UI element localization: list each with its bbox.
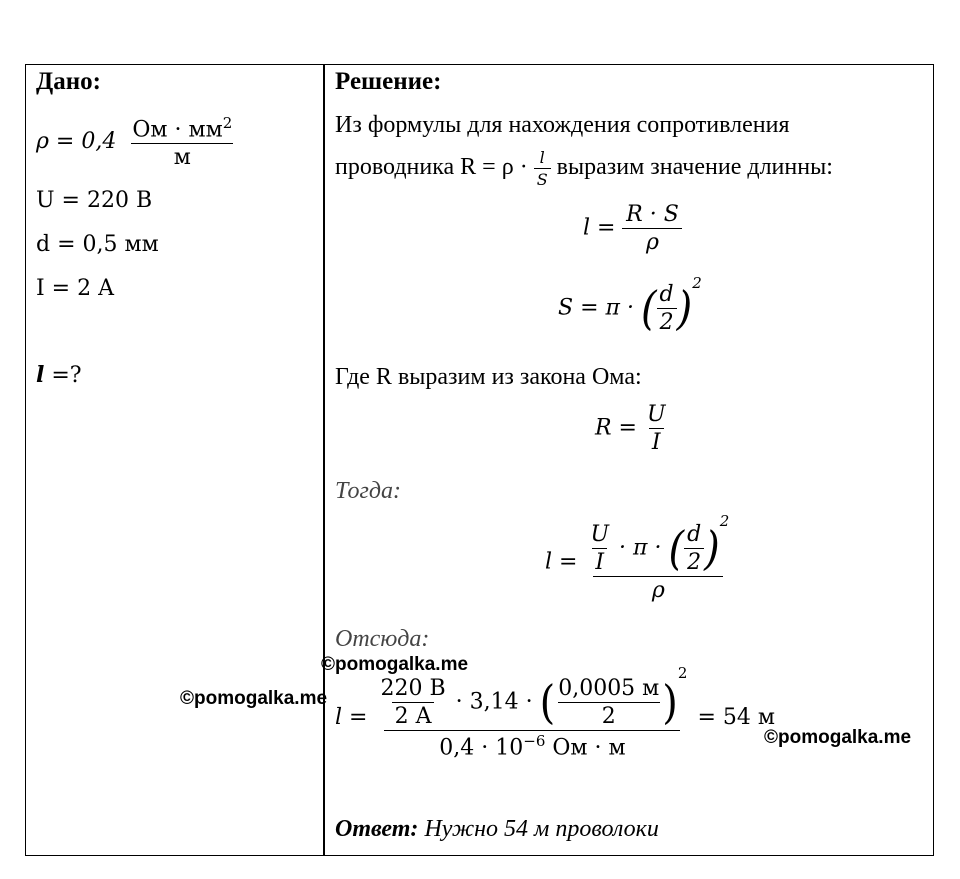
formula-length — [583, 202, 682, 255]
given-rho-unit-exp: 2 — [222, 114, 233, 132]
formula-combined-lparen: ( — [668, 522, 685, 575]
formula-area-exp: 2 — [692, 274, 702, 293]
formula-numeric-num — [374, 664, 690, 730]
formula-numeric-result: = 54 м — [697, 705, 775, 731]
formula-numeric-lparen: ( — [539, 676, 556, 729]
formula-combined — [545, 512, 732, 603]
formula-combined-frac — [584, 512, 732, 603]
formula-numeric — [335, 664, 775, 761]
formula-combined-u: U — [590, 522, 610, 547]
given-unknown-var: l — [36, 362, 45, 388]
formula-ohm-frac — [644, 402, 669, 455]
formula-combined-i: I — [592, 548, 607, 575]
watermark-left: ©pomogalka.me — [180, 688, 328, 709]
given-resistivity — [36, 114, 235, 170]
formula-numeric-a: 2 A — [392, 702, 435, 729]
solution-answer — [335, 816, 659, 843]
formula-ohm-den: I — [649, 428, 664, 455]
solution-ohm-text: Где R выразим из закона Ома: — [335, 364, 642, 390]
formula-numeric-rparen: ) — [662, 676, 678, 729]
formula-combined-den: ρ — [593, 576, 723, 603]
formula-numeric-den-pre: 0,4 · 10 — [439, 735, 524, 761]
formula-numeric-va — [377, 676, 448, 729]
formula-combined-num — [584, 512, 732, 576]
formula-area-rparen: ) — [676, 282, 693, 335]
solution-hence-text: Отсюда: — [335, 626, 430, 652]
formula-length-lhs: l = — [583, 215, 616, 241]
given-rho-unit — [129, 114, 235, 170]
watermark-top: ©pomogalka.me — [321, 654, 469, 675]
given-unknown-rest: =? — [44, 363, 82, 388]
solution-line2-frac-num: l — [539, 148, 545, 167]
formula-combined-rparen: ) — [704, 522, 720, 575]
given-rho-unit-den: м — [131, 143, 233, 170]
answer-text: Нужно 54 м проволоки — [418, 816, 659, 842]
formula-numeric-lhs: l = — [335, 705, 368, 731]
solution-line1: Из формулы для нахождения сопротивления — [335, 112, 790, 138]
formula-numeric-two: 2 — [558, 702, 660, 729]
solution-line2-pre: проводника R = ρ · — [335, 154, 528, 181]
solution-line2-frac-den: S — [534, 168, 551, 189]
watermark-right: ©pomogalka.me — [764, 727, 912, 748]
given-current: I = 2 A — [36, 276, 114, 301]
formula-combined-d: d — [687, 522, 702, 547]
formula-area-den: 2 — [657, 308, 677, 335]
formula-length-num: R · S — [626, 202, 679, 227]
given-voltage: U = 220 В — [36, 188, 153, 213]
formula-combined-exp: 2 — [719, 512, 730, 531]
formula-combined-ui — [587, 522, 612, 575]
formula-area-lparen: ( — [640, 282, 657, 335]
solution-heading: Решение: — [335, 68, 442, 95]
formula-area-num: d — [659, 282, 674, 307]
formula-numeric-frac — [374, 664, 690, 761]
formula-numeric-d2 — [555, 676, 662, 729]
formula-combined-two: 2 — [684, 548, 704, 575]
formula-combined-lhs: l = — [545, 549, 578, 575]
formula-ohm — [595, 402, 669, 455]
formula-ohm-num: U — [647, 402, 666, 427]
given-unknown — [36, 362, 82, 388]
formula-numeric-den-exp: −6 — [523, 732, 546, 750]
given-rho-unit-num: Ом · мм — [132, 117, 223, 143]
formula-numeric-mid: · 3,14 · — [455, 689, 533, 715]
formula-combined-mid: · π · — [619, 535, 662, 561]
answer-label: Ответ: — [335, 816, 419, 842]
solution-then-text: Тогда: — [335, 478, 401, 504]
formula-numeric-den-post: Ом · м — [545, 735, 626, 761]
formula-numeric-v: 220 В — [380, 676, 446, 701]
solution-line2-post: выразим значение длинны: — [556, 154, 833, 181]
solution-line2-frac — [534, 148, 551, 189]
given-diameter: d = 0,5 мм — [36, 232, 159, 257]
formula-numeric-den — [384, 730, 680, 760]
formula-length-frac — [622, 202, 682, 255]
given-heading: Дано: — [36, 68, 101, 95]
given-rho-lhs: ρ = 0,4 — [36, 129, 117, 155]
formula-length-den: ρ — [622, 228, 682, 255]
formula-ohm-lhs: R = — [595, 415, 637, 441]
formula-combined-d2 — [684, 522, 704, 575]
formula-area-lhs: S = π · — [558, 295, 634, 321]
solution-line2 — [335, 148, 833, 189]
formula-numeric-exp: 2 — [677, 664, 688, 683]
formula-area — [558, 274, 702, 335]
formula-area-frac — [657, 282, 677, 335]
column-divider — [323, 64, 325, 856]
formula-numeric-d: 0,0005 м — [558, 676, 660, 701]
